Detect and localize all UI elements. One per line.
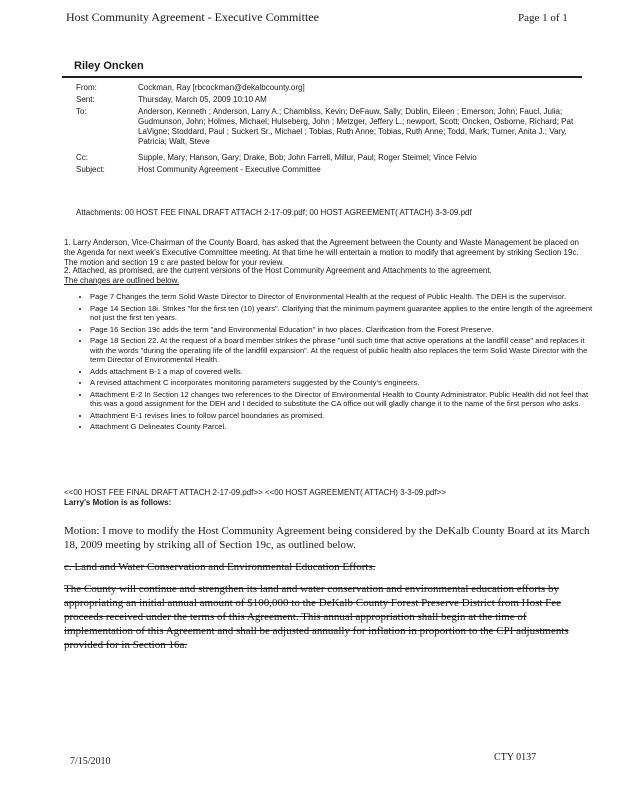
cc-value: Supple, Mary; Hanson, Gary; Drake, Bob; John Farrell, Millur, Paul; Roger Steimel; Vince Felvio xyxy=(138,153,477,162)
list-item: • A revised attachment C incorporates monitoring parameters suggested by the County's engineers. xyxy=(90,378,600,387)
from-label: From: xyxy=(76,83,97,92)
struck-heading: c. Land and Water Conservation and Environmental Education Efforts. xyxy=(64,561,376,573)
motion-text: Motion: I move to modify the Host Community Agreement being considered by the DeKalb County Board at its March 18, 2009 meeting by striking all of Section 19c, as outlined below. xyxy=(64,525,590,551)
sent-row xyxy=(76,95,588,105)
list-item: • Page 16 Section 19c adds the term "and Environmental Education" in two places. Clarification from the Forest Preserve. xyxy=(90,325,600,334)
paragraph-2-text: 2. Attached, as promised, are the current versions of the Host Community Agreement and Attachments to the agreement. xyxy=(64,266,492,275)
sent-label: Sent: xyxy=(76,95,95,104)
attachments-label: Attachments: xyxy=(76,208,123,217)
sender-name: Riley Oncken xyxy=(74,60,144,72)
attachments-line xyxy=(76,208,596,217)
from-value: Cockman, Ray [rbcockman@dekalbcounty.org] xyxy=(138,83,305,92)
larry-motion-heading: Larry's Motion is as follows: xyxy=(64,498,172,507)
subject-label: Subject: xyxy=(76,165,105,174)
page-header-title: Host Community Agreement - Executive Committee xyxy=(66,10,319,24)
attachment-references xyxy=(64,488,590,508)
to-label: To: xyxy=(76,107,87,116)
email-header-fields xyxy=(76,83,588,177)
header-divider xyxy=(62,76,582,78)
subject-row xyxy=(76,165,588,175)
from-row xyxy=(76,83,588,93)
cc-row xyxy=(76,153,588,163)
paragraph-2 xyxy=(64,266,590,286)
page-number: Page 1 of 1 xyxy=(518,12,568,24)
subject-value: Host Community Agreement - Executive Committee xyxy=(138,165,321,174)
to-value: Anderson, Kenneth ; Anderson, Larry A.; Chambliss, Kevin; DeFauw, Sally; Dublin, Eileen ; Emerson, John; Faucl, Julia; Gudmunson, John; Holmes, Michael; Hulseberg, John ; Metzger, Jeffery L.; newport, Scott; Oncken, Osborne, Richard; Pat LaVigne; Stoddard, Paul ; Suckert Sr., Michael ; Tobias, Ruth Anne; Tobias, Ruth Anne; Todd, Mark; Turner, Anita J.; Vary, Patricia; Walt, Steve xyxy=(138,107,574,146)
struck-section-19c: The County will continue and strengthen its land and water conservation and environmental education efforts by appropriating an initial annual amount of $100,000 to the DeKalb County Forest Preserve District from Host Fee proceeds received under the terms of this Agreement. This annual appropriation shall begin at the time of implementation of this Agreement and shall be adjusted annually for inflation in proportion to the CPI adjustments provided for in Section 16a. xyxy=(64,583,569,651)
cc-label: Cc: xyxy=(76,153,88,162)
list-item: • Page 18 Section 22. At the request of a board member strikes the phrase "until such time that active operations at the landfill cease" and replaces it with the words "during the operating life of the landfill expansion". At the request of public health also replaces the term Solid Waste Director with the term Director of Environmental Health. xyxy=(90,336,600,364)
list-item: • Attachment E-1 revises lines to follow parcel boundaries as promised. xyxy=(90,411,600,420)
list-item: • Attachment G Delineates County Parcel. xyxy=(90,422,600,431)
to-row xyxy=(76,107,588,147)
list-item: • Attachment E-2 In Section 12 changes two references to the Director of Environmental Health to County Administrator. Public Health did not feel that this was a good assignment for the DEH and I decided to substitute the CA office out will gladly change it to the name of the first person who asks. xyxy=(90,390,600,409)
changes-intro: The changes are outlined below. xyxy=(64,276,180,285)
sent-value: Thursday, March 05, 2009 10:10 AM xyxy=(138,95,267,104)
list-item: • Page 14 Section 18i. Strikes "for the first ten (10) years". Clarifying that the minimum payment guarantee applies to the entire length of the agreement not just the first ten years. xyxy=(90,304,600,323)
attachment-refs-text: <<00 HOST FEE FINAL DRAFT ATTACH 2-17-09.pdf>> <<00 HOST AGREEMENT( ATTACH) 3-3-09.pdf>> xyxy=(64,488,446,497)
list-item: • Page 7 Changes the term Solid Waste Director to Director of Environmental Health at the request of Public Health. The DEH is the supervisor. xyxy=(90,292,600,301)
paragraph-1: 1. Larry Anderson, Vice-Chairman of the County Board, has asked that the Agreement between the County and Waste Management be placed on the Agenda for next week's Executive Committee meeting. At that time he will entertain a motion to modify that agreement by striking Section 19c. The motion and section 19 c are pasted below for your review. xyxy=(64,238,579,267)
footer-date: 7/15/2010 xyxy=(70,756,111,767)
list-item: • Adds attachment B-1 a map of covered wells. xyxy=(90,367,600,376)
document-control-number: CTY 0137 xyxy=(494,752,537,763)
attachments-value: 00 HOST FEE FINAL DRAFT ATTACH 2-17-09.pdf; 00 HOST AGREEMENT( ATTACH) 3-3-09.pdf xyxy=(124,208,472,217)
changes-list xyxy=(74,292,600,434)
